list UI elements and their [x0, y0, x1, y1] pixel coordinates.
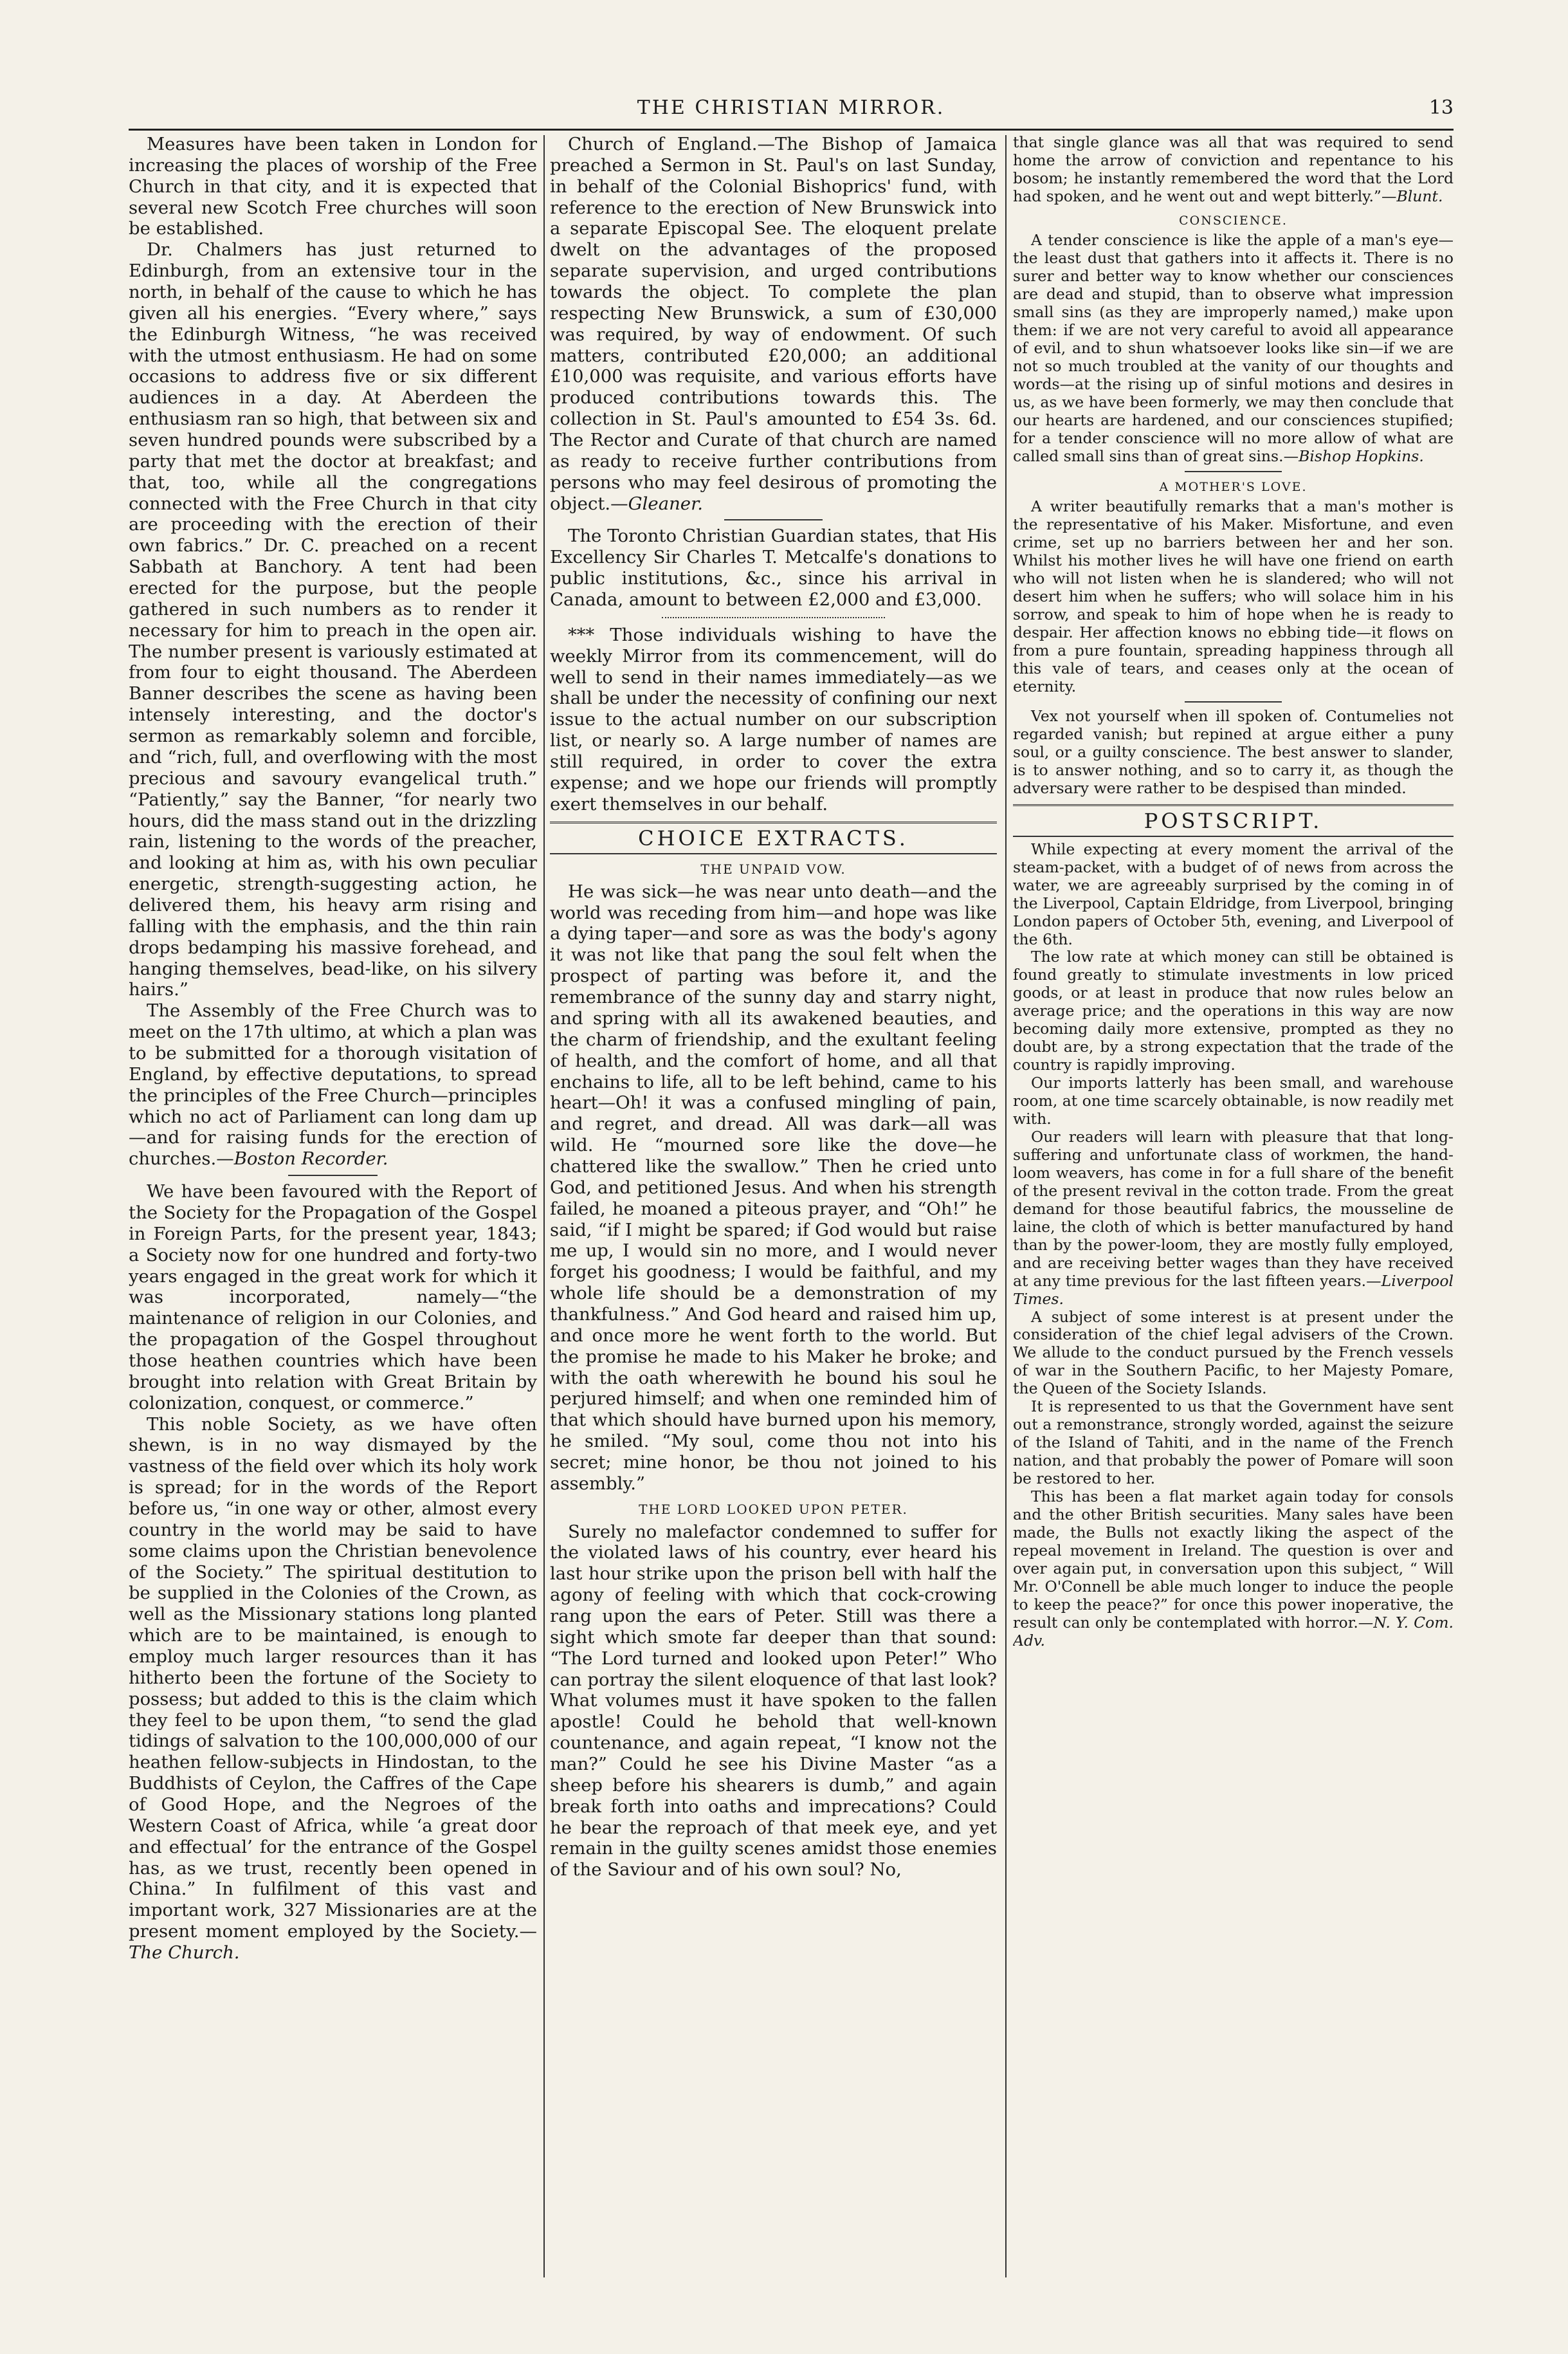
- article-paragraph: We have been favoured with the Report of the Society for the Propagation of the Gospel in Foreign Parts, for the present year, 1843; a Society now for one hundred and forty-two years engaged in the great work for which it was incorporated, namely—“the maintenance of religion in our Colonies, and the propagation of the Gospel throughout those heathen countries which have been brought into relation with Great Britain by colonization, conquest, or commerce.”: [129, 1181, 537, 1413]
- extract-title: THE LORD LOOKED UPON PETER.: [639, 1501, 908, 1517]
- section-heading: CHOICE EXTRACTS.: [550, 822, 997, 854]
- page-number: 13: [1428, 97, 1454, 119]
- column-divider: [543, 135, 545, 2277]
- article-paragraph: The Toronto Christian Guardian states, that His Excellency Sir Charles T. Metcalfe's donations to public institutions, &c., since his arrival in Canada, amount to between £2,000 and £3,000.: [550, 526, 997, 611]
- section-heading: POSTSCRIPT.: [1013, 804, 1454, 837]
- article-paragraph: Measures have been taken in London for increasing the places of worship of the Free Church in that city, and it is expected that several new Scotch Free churches will soon be established.: [129, 134, 537, 239]
- article-paragraph: [129, 1414, 537, 1963]
- article-paragraph: A subject of some interest is at present under the consideration of the chief legal advisers of the Crown. We allude to the conduct pursued by the French vessels of war in the Southern Pacific, to her Majesty Pomare, the Queen of the Society Islands.: [1013, 1307, 1454, 1398]
- column-1: [129, 134, 537, 2295]
- source-credit: The Church.: [129, 1942, 240, 1963]
- article-text: This noble Society, as we have often shewn, is in no way dismayed by the vastness of the field over which its holy work is spread; for in the words of the Report before us, “in one way or other, almost every country in the world may be said to have some claims upon the Christian benevolence of the Society.” The spiritual destitution to be supplied in the Colonies of the Crown, as well as the Missionary stations long planted which are to be maintained, is enough to employ much larger resources than it has hitherto been the fortune of the Society to possess; but added to this is the claim which they feel to be upon them, “to send the glad tidings of salvation to the 100,000,000 of our heathen fellow-subjects in Hindostan, to the Buddhists of Ceylon, the Caffres of the Cape of Good Hope, and the Negroes of the Western Coast of Africa, while ‘a great door and effectual’ for the entrance of the Gospel has, as we trust, recently been opened in China.” In fulfilment of this vast and important work, 327 Missionaries are at the present moment employed by the Society.—: [129, 1413, 537, 1942]
- extract-paragraph: A writer beautifully remarks that a man's mother is the representative of his Maker. Misfortune, and even crime, set up no barriers between her and her son. Whilst his mother lives he will have one friend on earth who will not listen when he is slandered; who will not desert him when he suffers; who will solace him in his sorrow, and speak to him of hope when he is ready to despair. Her affection knows no ebbing tide—it flows on from a pure fountain, spreading happiness through all this vale of tears, and ceases only at the ocean of eternity.: [1013, 497, 1454, 695]
- source-credit: N. Y. Com. Adv.: [1013, 1613, 1454, 1650]
- source-credit: Gleaner.: [628, 493, 703, 514]
- separator-rule: [1185, 471, 1282, 472]
- article-text: Church of England.—The Bishop of Jamaica preached a Sermon in St. Paul's on last Sunday, in behalf of the Colonial Bishoprics' fund, with reference to the erection of New Brunswick into a separate Episcopal See. The eloquent prelate dwelt on the advantages of the proposed separate supervision, and urged contributions towards the object. To complete the plan respecting New Brunswick, a sum of £30,000 was required, by way of endowment. Of such matters, contributed £20,000; an additional £10,000 was requisite, and various efforts have produced contributions towards this. The collection in St. Paul's amounted to £54 3s. 6d. The Rector and Curate of that church are named as ready to receive further contributions from persons who may feel desirous of promoting the object.—: [550, 134, 997, 514]
- article-paragraph: While expecting at every moment the arrival of the steam-packet, with a budget of of news from across the water, we are agreeably surprised by the coming in of the Liverpool, Captain Eldridge, from Liverpool, bringing London papers of October 5th, evening, and Liverpool of the 6th.: [1013, 840, 1454, 948]
- extract-title: A MOTHER'S LOVE.: [1159, 479, 1308, 494]
- extract-paragraph: He was sick—he was near unto death—and the world was receding from him—and hope was like a dying taper—and sore as was the body's agony it was not like that pang the soul felt when the prospect of parting was before it, and the remembrance of the sunny day and starry night, and spring with all its awakened beauties, and the charm of friendship, and the exultant feeling of health, and the comfort of home, and all that enchains to life, all to be left behind, came to his heart—Oh! it was a confused mingling of pain, and regret, and dread. All was dark—all was wild. He “mourned sore like the dove—he chattered like the swallow.” Then he cried unto God, and petitioned Jesus. And when his strength failed, he moaned a piteous prayer, and “Oh!” he said, “if I might be spared; if God would but raise me up, I would sin no more, and I would never forget his goodness; I would be faithful, and my whole life should be a demonstration of my thankfulness.” And God heard and raised him up, and once more he went forth to the world. But the promise he made to his Maker he broke; and with the oath wherewith he bound his soul he perjured himself; and when one reminded him of that which should have burned upon his memory, he smiled. “My soul, come thou not into his secret; mine honor, be thou not joined to his assembly.”: [550, 881, 997, 1494]
- article-text: The Assembly of the Free Church was to meet on the 17th ultimo, at which a plan was to be submitted for a thorough visitation of England, by effective deputations, to spread the principles of the Free Church—principles which no act of Parliament can long dam up—and for raising funds for the erection of churches.—: [129, 1000, 537, 1170]
- extract-paragraph: Surely no malefactor condemned to suffer for the violated laws of his country, ever heard his last hour strike upon the prison bell with half the agony of feeling with which that cock-crowing rang upon the ears of Peter. Still was there a sight which smote far deeper than that sound: “The Lord turned and looked upon Peter!” Who can portray the silent eloquence of that last look? What volumes must it have spoken to the fallen apostle! Could he behold that well-known countenance, and again repeat, “I know not the man?” Could he see his Divine Master “as a sheep before his shearers is dumb,” and again break forth into oaths and imprecations? Could he bear the reproach of that meek eye, and yet remain in the guilty scenes amidst those enemies of the Saviour and of his own soul? No,: [550, 1521, 997, 1880]
- source-credit: Bishop Hopkins.: [1299, 446, 1424, 465]
- article-text: that single glance was all that was required to send home the arrow of conviction and repentance to his bosom; he instantly remembered the word that the Lord had spoken, and he went out and wept bitterly.”—: [1013, 134, 1454, 205]
- article-paragraph: [1013, 1488, 1454, 1650]
- article-paragraph: It is represented to us that the Government have sent out a remonstrance, strongly worded, against the seizure of the Island of Tahiti, and in the name of the French nation, and that probably the power of Pomare will soon be restored to her.: [1013, 1397, 1454, 1488]
- extract-title: THE UNPAID VOW.: [700, 861, 846, 877]
- article-text: This has been a flat market again today for consols and the other British securities. Many sales have been made, the Bulls not exactly liking the aspect of the repeal movement in Ireland. The question is over and over again put, in conversation upon this subject, “ Will Mr. O'Connell be able much longer to induce the people to keep the peace?” for once this power inoperative, the result can only be contemplated with horror.—: [1013, 1487, 1454, 1632]
- article-paragraph: [1013, 1128, 1454, 1309]
- extract-paragraph: Vex not yourself when ill spoken of. Contumelies not regarded vanish; but repined at argue either a puny soul, or a guilty conscience. The best answer to slander, is to answer nothing, and so to carry it, as though the adversary were rather to be despised than minded.: [1013, 706, 1454, 797]
- extract-paragraph: [1013, 232, 1454, 465]
- separator-rule: [724, 519, 823, 520]
- article-paragraph: [550, 134, 997, 514]
- article-text: A tender conscience is like the apple of a man's eye—the least dust that gathers into it affects it. There is no surer and better way to know whether our consciences are dead and stupid, than to observe what impression small sins (as they are improperly named,) make upon them: if we are not very careful to avoid all appearance of evil, and to shun whatsoever looks like sin—if we are not so much troubled at the vanity of our thoughts and words—at the rising up of sinful motions and desires in us, as we have been formerly, we may then conclude that our hearts are hardened, and our consciences stupified; for a tender conscience will no more allow of what are called small sins than of great sins.—: [1013, 231, 1454, 465]
- extract-title: CONSCIENCE.: [1179, 213, 1288, 228]
- running-head: [129, 97, 1454, 129]
- column-3: [1013, 134, 1454, 2295]
- source-credit: Boston Recorder.: [233, 1148, 388, 1170]
- column-2: [550, 134, 997, 2295]
- subscription-notice: *** Those individuals wishing to have the weekly Mirror from its commencement, will do well to send in their names immediately—as we shall be under the necessity of confining our next issue to the actual number on our subscription list, or nearly so. A large number of names are still required, in order to cover the extra expense; and we hope our friends will promptly exert themselves in our behalf.: [550, 624, 997, 814]
- article-paragraph: The low rate at which money can still be obtained is found greatly to stimulate investments in low priced goods, or at least in produce that now rules below an average price; and the operations in this way are now becoming daily more extensive, prompted as they no doubt are, by a strong expectation that the trade of the country is rapidly improving.: [1013, 948, 1454, 1074]
- running-title: THE CHRISTIAN MIRROR.: [637, 97, 945, 119]
- source-credit: Blunt.: [1396, 187, 1443, 205]
- column-divider: [1005, 135, 1007, 2277]
- separator-rule: [662, 617, 886, 618]
- article-text: Our readers will learn with pleasure that that long-suffering and unfortunate class of workmen, the hand-loom weavers, has come in for a full share of the benefit of the present revival in the cotton trade. From the great demand for those beautiful fabrics, the mousseline de laine, the cloth of which is better manufactured by hand than by the power-loom, they are mostly fully employed, and are receiving better wages than they have received at any time previous for the last fifteen years.—: [1013, 1128, 1454, 1290]
- article-paragraph: [129, 1000, 537, 1170]
- separator-rule: [288, 1175, 378, 1176]
- article-paragraph: [1013, 134, 1454, 206]
- source-credit: Liverpool Times.: [1013, 1271, 1454, 1308]
- header-rule: [129, 129, 1454, 131]
- article-paragraph: Dr. Chalmers has just returned to Edinburgh, from an extensive tour in the north, in behalf of the cause to which he has given all his energies. “Every where,” says the Edinburgh Witness, “he was received with the utmost enthusiasm. He had on some occasions to address five or six different audiences in a day. At Aberdeen the enthusiasm ran so high, that between six and seven hundred pounds were subscribed by a party that met the doctor at breakfast; and that, too, while all the congregations connected with the Free Church in that city are proceeding with the erection of their own fabrics.” Dr. C. preached on a recent Sabbath at Banchory. A tent had been erected for the purpose, but the people gathered in such numbers as to render it necessary for him to preach in the open air. The number present is variously estimated at from four to eight thousand. The Aberdeen Banner describes the scene as having been intensely interesting, and the doctor's sermon as remarkably solemn and forcible, and “rich, full, and overflowing with the most precious and savoury evangelical truth.” “Patiently,” say the Banner, “for nearly two hours, did the mass stand out in the drizzling rain, listening to the words of the preacher, and looking at him as, with his own peculiar energetic, strength-suggesting action, he delivered them, his heavy arm rising and falling with the emphasis, and the thin rain drops bedamping his massive forehead, and hanging themselves, bead-like, on his silvery hairs.”: [129, 239, 537, 1000]
- article-paragraph: Our imports latterly has been small, and warehouse room, at one time scarcely obtainable, is now readily met with.: [1013, 1074, 1454, 1128]
- separator-rule: [1185, 701, 1282, 703]
